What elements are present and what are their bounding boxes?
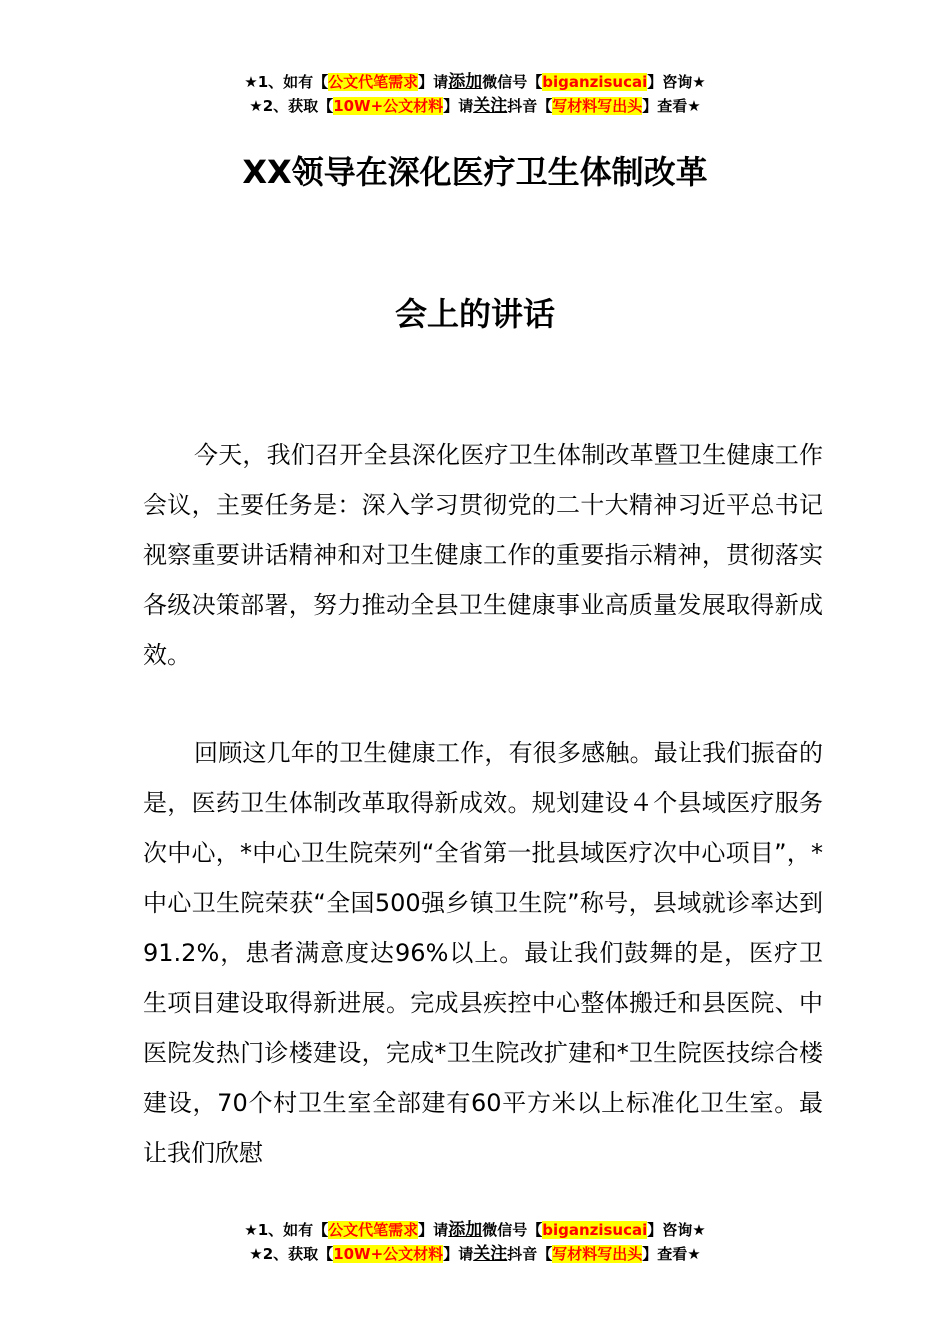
promo-text: 】请	[443, 1245, 474, 1263]
promo-text: 】查看★	[642, 97, 701, 115]
douyin-id: 写材料写出头	[552, 1245, 643, 1263]
promo-text: ★2、获取【	[249, 1245, 334, 1263]
emphasis-text: 添加	[448, 1220, 483, 1240]
highlight-text: 公文代笔需求	[328, 73, 419, 91]
promo-text: 微信号【	[482, 73, 543, 91]
highlight-text: 10W+公文材料	[333, 1245, 444, 1263]
promo-text: ★1、如有【	[244, 73, 329, 91]
body-paragraph-1: 今天，我们召开全县深化医疗卫生体制改革暨卫生健康工作会议，主要任务是：深入学习贯彻党的二十大精神习近平总书记视察重要讲话精神和对卫生健康工作的重要指示精神，贯彻落实各级决策部署，努力推动全县卫生健康事业高质量发展取得新成效。	[143, 441, 823, 669]
promo-banner-bottom	[0, 1218, 950, 1266]
promo-text: ★2、获取【	[249, 97, 334, 115]
wechat-id: biganzisucai	[542, 73, 648, 91]
promo-text: 微信号【	[482, 1221, 543, 1239]
promo-text: 】请	[418, 1221, 449, 1239]
promo-line-1	[0, 70, 950, 94]
promo-text: 抖音【	[507, 97, 553, 115]
douyin-id: 写材料写出头	[552, 97, 643, 115]
promo-banner-top	[0, 70, 950, 118]
promo-line-2	[0, 94, 950, 118]
body-paragraph-2: 回顾这几年的卫生健康工作，有很多感触。最让我们振奋的是，医药卫生体制改革取得新成效。规划建设４个县域医疗服务次中心，*中心卫生院荣列“全省第一批县域医疗次中心项目”，*中心卫生院荣获“全国500强乡镇卫生院”称号，县域就诊率达到91.2%，患者满意度达96%以上。最让我们鼓舞的是，医疗卫生项目建设取得新进展。完成县疾控中心整体搬迁和县医院、中医院发热门诊楼建设，完成*卫生院改扩建和*卫生院医技综合楼建设，70个村卫生室全部建有60平方米以上标准化卫生室。最让我们欣慰	[143, 739, 823, 1167]
emphasis-text: 添加	[448, 72, 483, 92]
highlight-text: 公文代笔需求	[328, 1221, 419, 1239]
promo-text: ★1、如有【	[244, 1221, 329, 1239]
promo-text: 】请	[443, 97, 474, 115]
emphasis-text: 关注	[473, 96, 508, 116]
promo-line-1	[0, 1218, 950, 1242]
promo-text: 】查看★	[642, 1245, 701, 1263]
promo-text: 抖音【	[507, 1245, 553, 1263]
promo-line-2	[0, 1242, 950, 1266]
document-title-line-2: 会上的讲话	[394, 295, 555, 333]
promo-text: 】咨询★	[647, 73, 706, 91]
promo-text: 】请	[418, 73, 449, 91]
highlight-text: 10W+公文材料	[333, 97, 444, 115]
emphasis-text: 关注	[473, 1244, 508, 1264]
promo-text: 】咨询★	[647, 1221, 706, 1239]
document-title-line-1: XX领导在深化医疗卫生体制改革	[242, 153, 708, 191]
wechat-id: biganzisucai	[542, 1221, 648, 1239]
